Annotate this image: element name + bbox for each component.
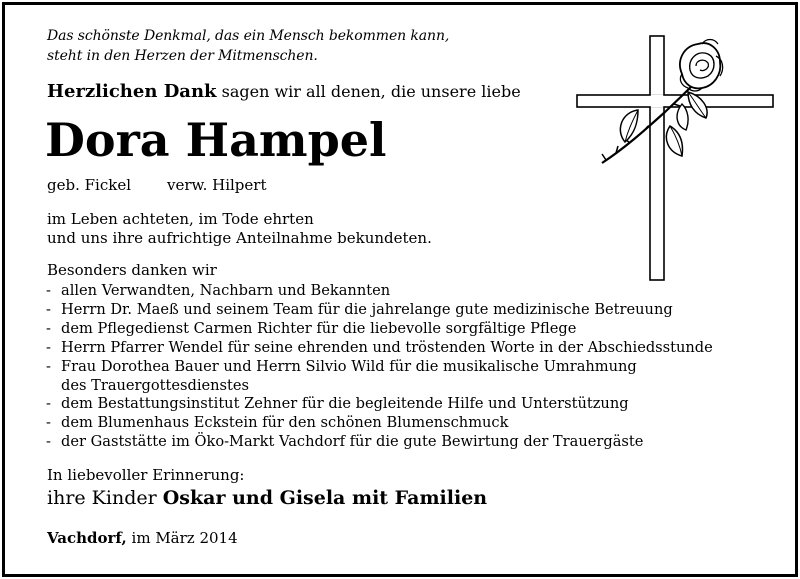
thanks-list — [44, 282, 784, 452]
thanks-intro-bold: Herzlichen Dank — [47, 81, 217, 102]
place-name: Vachdorf, — [47, 529, 127, 547]
thanks-intro — [47, 80, 521, 104]
signatories-names: Oskar und Gisela mit Familien — [162, 487, 488, 509]
signatories — [47, 484, 487, 512]
epigraph-quote — [47, 26, 449, 66]
thanks-item: - Frau Dorothea Bauer und Herrn Silvio Wild für die musikalische Umrahmung — [44, 358, 784, 377]
cross-with-rose-icon — [570, 30, 780, 285]
thanks-item: - dem Pflegedienst Carmen Richter für die liebevolle sorgfältige Pflege — [44, 320, 784, 339]
date-text: im März 2014 — [126, 529, 238, 547]
thanks-intro-rest: sagen wir all denen, die unsere liebe — [216, 82, 521, 101]
respect-text — [47, 210, 432, 248]
deceased-name: Dora Hampel — [45, 113, 387, 167]
maiden-names — [47, 174, 266, 196]
quote-line-2: steht in den Herzen der Mitmenschen. — [47, 48, 318, 64]
thanks-item: - dem Bestattungsinstitut Zehner für die begleitende Hilfe und Unterstützung — [44, 395, 784, 414]
quote-line-1: Das schönste Denkmal, das ein Mensch bekommen kann, — [47, 28, 450, 44]
respect-line-2: und uns ihre aufrichtige Anteilnahme bekundeten. — [47, 229, 432, 247]
thanks-item: - allen Verwandten, Nachbarn und Bekannten — [44, 282, 784, 301]
thanks-item: - dem Blumenhaus Eckstein für den schönen Blumenschmuck — [44, 414, 784, 433]
thanks-item: - Herrn Pfarrer Wendel für seine ehrenden und tröstenden Worte in der Abschiedsstunde — [44, 339, 784, 358]
signatories-prefix: ihre Kinder — [47, 487, 163, 509]
thanks-item: - Herrn Dr. Maeß und seinem Team für die jahrelange gute medizinische Betreuung — [44, 301, 784, 320]
special-thanks-heading: Besonders danken wir — [47, 261, 217, 279]
widowed-name: verw. Hilpert — [167, 176, 267, 194]
birth-name: geb. Fickel — [47, 176, 131, 194]
thanks-item: - der Gaststätte im Öko-Markt Vachdorf für die gute Bewirtung der Trauergäste — [44, 433, 784, 452]
place-date — [47, 527, 238, 549]
thanks-item-continuation: des Trauergottesdienstes — [61, 376, 250, 394]
memory-line: In liebevoller Erinnerung: — [47, 466, 245, 484]
respect-line-1: im Leben achteten, im Tode ehrten — [47, 210, 314, 228]
